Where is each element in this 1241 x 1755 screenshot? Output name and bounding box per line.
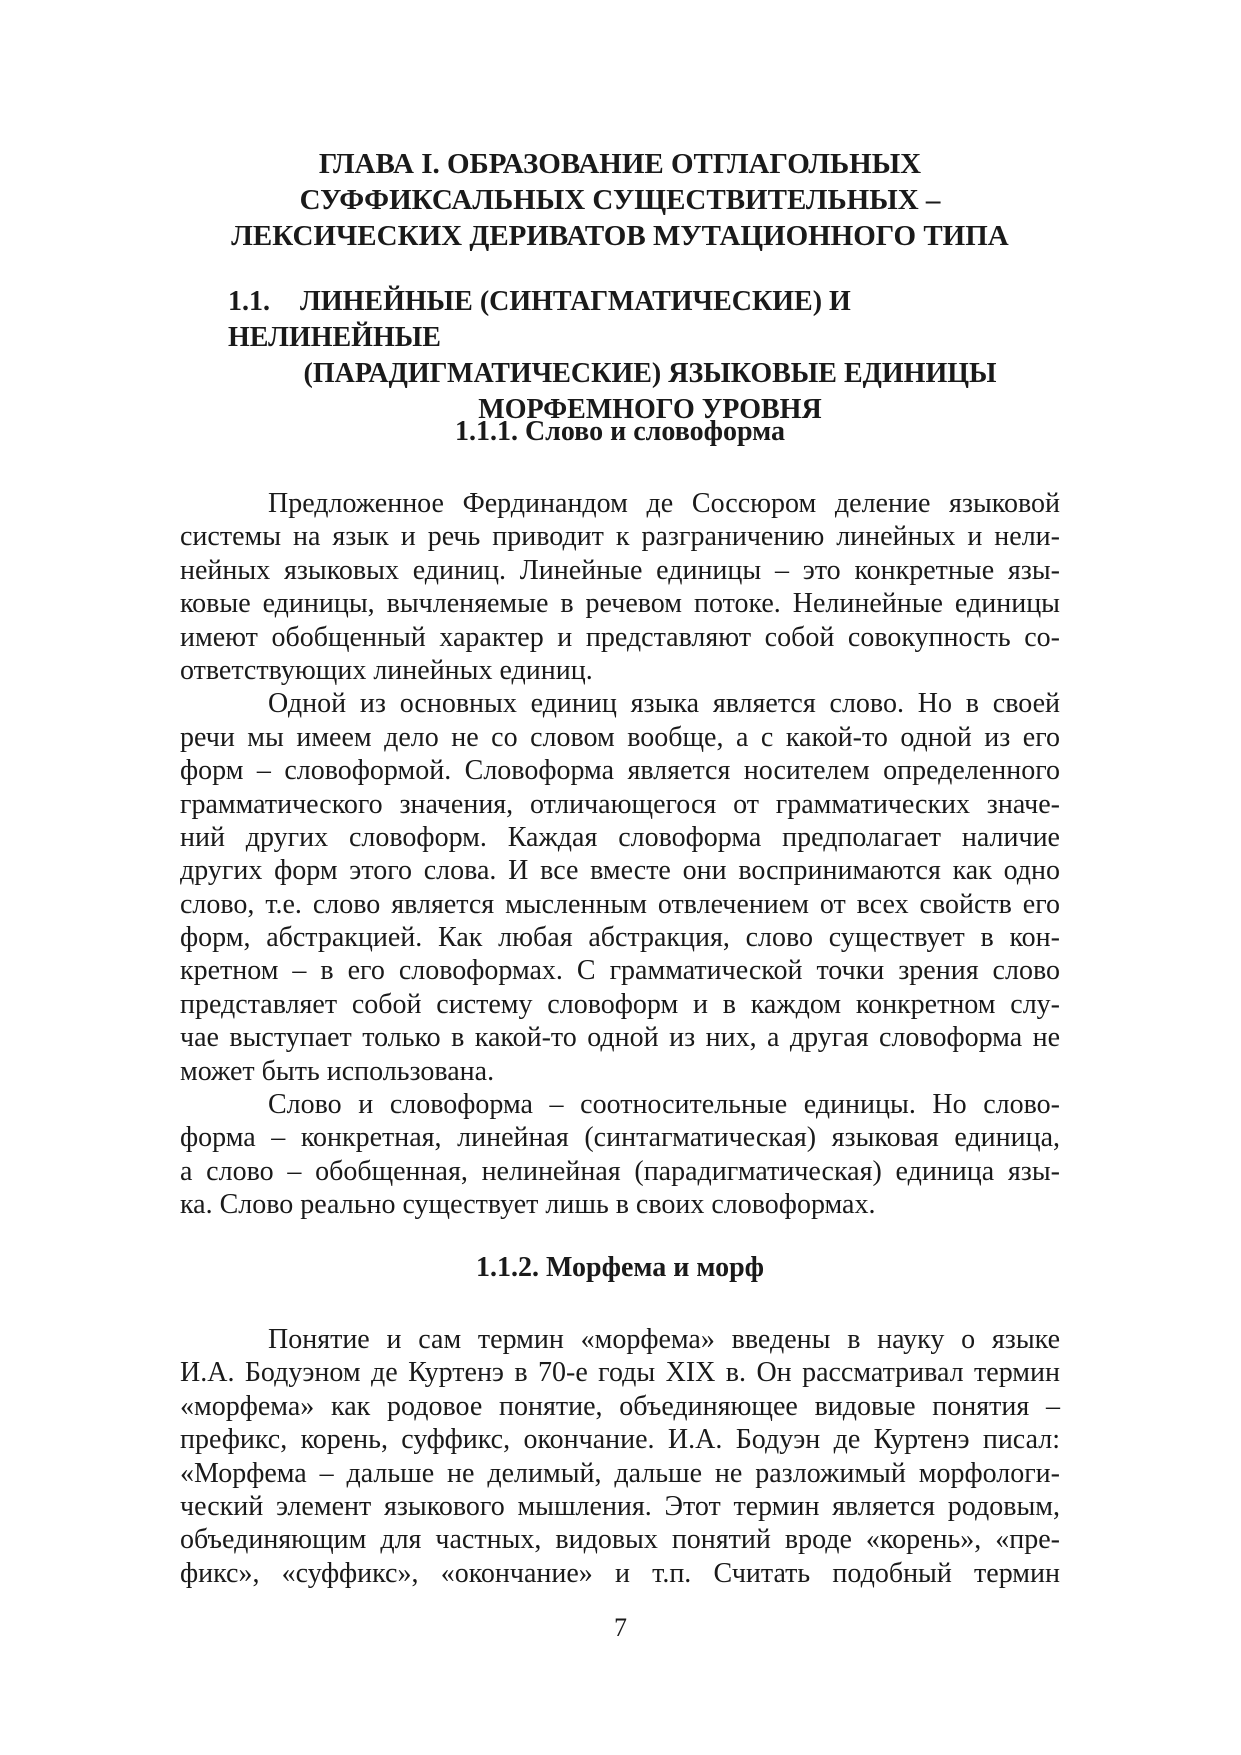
text-line: форм – словоформой. Словоформа является носителем определенного: [180, 755, 1060, 787]
chapter-title: [180, 146, 1060, 254]
text-line: ческий элемент языкового мышления. Этот термин является родовым,: [180, 1490, 1060, 1522]
text-line: Слово и словоформа – соотносительные единицы. Но слово-: [268, 1089, 1060, 1121]
text-line: ковые единицы, вычленяемые в речевом потоке. Нелинейные единицы: [180, 588, 1060, 620]
section-title-line: (ПАРАДИГМАТИЧЕСКИЕ) ЯЗЫКОВЫЕ ЕДИНИЦЫ: [303, 358, 997, 389]
section-heading-first-line: [180, 284, 1060, 356]
page-number: 7: [614, 1613, 627, 1642]
text-line: форма – конкретная, линейная (синтагматическая) языковая единица,: [180, 1122, 1060, 1154]
text-line: «Морфема – дальше не делимый, дальше не разложимый морфологи-: [180, 1457, 1060, 1489]
chapter-title-line: ГЛАВА I. ОБРАЗОВАНИЕ ОТГЛАГОЛЬНЫХ: [318, 148, 922, 180]
text-line: других форм этого слова. И все вместе они воспринимаются как одно: [180, 855, 1060, 887]
text-line: префикс, корень, суффикс, окончание. И.А. Бодуэн де Куртенэ писал:: [180, 1424, 1060, 1456]
text-line: системы на язык и речь приводит к разграничению линейных и нели-: [180, 521, 1060, 553]
section-title-line: МОРФЕМНОГО УРОВНЯ: [478, 394, 822, 425]
text-line: речи мы имеем дело не со словом вообще, а с какой-то одной из его: [180, 721, 1060, 753]
subsection-2-body: [180, 1323, 1060, 1590]
chapter-title-line: СУФФИКСАЛЬНЫХ СУЩЕСТВИТЕЛЬНЫХ –: [299, 184, 941, 216]
text-line: ний других словоформ. Каждая словоформа предполагает наличие: [180, 821, 1060, 853]
text-line: Понятие и сам термин «морфема» введены в науку о языке: [268, 1324, 1060, 1355]
text-line: ответствующих линейных единиц.: [180, 654, 593, 686]
text-line: чае выступает только в какой-то одной из них, а другая словоформа не: [180, 1022, 1060, 1054]
text-line: слово, т.е. слово является мысленным отвлечением от всех свойств его: [180, 888, 1060, 920]
section-title-line: ЛИНЕЙНЫЕ (СИНТАГМАТИЧЕСКИЕ) И НЕЛИНЕЙНЫЕ: [228, 286, 851, 353]
subsection-heading-1-1-2: 1.1.2. Морфема и морф: [475, 1252, 765, 1283]
text-line: представляет собой систему словоформ и в каждом конкретном слу-: [180, 988, 1060, 1020]
subsection-1-body: [180, 487, 1060, 1222]
text-line: форм, абстракцией. Как любая абстракция, слово существует в кон-: [180, 922, 1060, 954]
text-line: Предложенное Фердинандом де Соссюром деление языковой: [268, 488, 1060, 519]
text-line: ка. Слово реально существует лишь в своих словоформах.: [180, 1189, 876, 1221]
text-line: а слово – обобщенная, нелинейная (парадигматическая) единица язы-: [180, 1155, 1060, 1187]
section-heading: [180, 284, 1060, 428]
text-line: Одной из основных единиц языка является слово. Но в своей: [268, 688, 1060, 720]
text-line: имеют обобщенный характер и представляют собой совокупность со-: [180, 621, 1060, 653]
text-line: может быть использована.: [180, 1055, 495, 1087]
text-line: грамматического значения, отличающегося от грамматических значе-: [180, 788, 1060, 820]
subsection-heading-1-1-1: 1.1.1. Слово и словоформа: [454, 416, 786, 447]
text-line: И.А. Бодуэном де Куртенэ в 70-е годы XIX в. Он рассматривал термин: [180, 1357, 1060, 1389]
text-line: фикс», «суффикс», «окончание» и т.п. Считать подобный термин: [180, 1557, 1060, 1589]
text-line: нейных языковых единиц. Линейные единицы – это конкретные язы-: [180, 554, 1060, 586]
text-line: объединяющим для частных, видовых понятий вроде «корень», «пре-: [180, 1524, 1060, 1556]
text-line: кретном – в его словоформах. С грамматической точки зрения слово: [180, 955, 1060, 987]
text-line: «морфема» как родовое понятие, объединяющее видовые понятия –: [180, 1390, 1060, 1422]
chapter-title-line: ЛЕКСИЧЕСКИХ ДЕРИВАТОВ МУТАЦИОННОГО ТИПА: [231, 220, 1009, 252]
section-number: 1.1.: [228, 286, 270, 317]
